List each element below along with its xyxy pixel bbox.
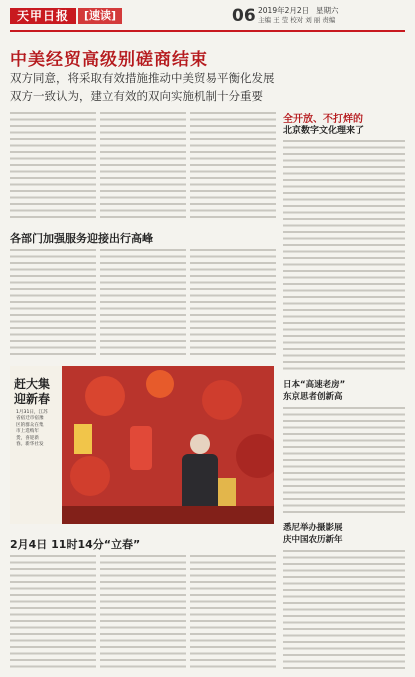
right-article1-title-line1: 日本“高速老房” [283, 380, 346, 390]
weekday: 星期六 [316, 6, 339, 15]
right-article2-title-line1: 悉尼举办摄影展 [283, 523, 343, 533]
photo-caption: 1月31日，江苏省宿迁市宿豫区的群众在集市上选购年货，喜迎新春。新华社发 [16, 410, 48, 448]
article2-body-col1 [10, 247, 96, 359]
photo-feature-title-line2: 迎新春 [14, 392, 51, 406]
article3-body-col1 [10, 553, 96, 671]
editor-credits: 主编 王 莹 校对 刘 丽 责编 [258, 16, 336, 24]
side-article-subtitle: 北京数字文化理来了 [283, 126, 365, 136]
article2-headline: 各部门加强服务迎接出行高峰 [10, 232, 153, 245]
main-article-body-col2 [100, 110, 186, 222]
article3-body-col3 [190, 553, 276, 671]
photo-feature-title-line1: 赶大集 [14, 377, 51, 391]
right-article2-title-line2: 庆中国农历新年 [283, 535, 343, 545]
main-subheadline-1: 双方同意，将采取有效措施推动中美贸易平衡化发展 [10, 71, 275, 85]
header-rule [10, 30, 405, 32]
article3-headline: 2月4日 11时14分“立春” [10, 538, 141, 551]
article3-body-col2 [100, 553, 186, 671]
right-article1-body [283, 405, 405, 513]
section-tag: [速读] [78, 8, 122, 24]
right-article2-body [283, 548, 405, 670]
main-subheadline-2: 双方一致认为，建立有效的双向实施机制十分重要 [10, 89, 263, 103]
main-headline: 中美经贸高级别磋商结束 [10, 50, 208, 70]
main-article-body-col1 [10, 110, 96, 222]
issue-date: 2019年2月2日 [258, 6, 310, 15]
right-article1-title-line2: 东京思者创新高 [283, 392, 343, 402]
main-article-body-col3 [190, 110, 276, 222]
side-article-title: 全开放、不打烊的 [283, 114, 363, 125]
newspaper-logo: 天甲日报 [10, 8, 76, 24]
photo-feature-title [14, 377, 50, 407]
article2-body-col2 [100, 247, 186, 359]
article2-body-col3 [190, 247, 276, 359]
page-number: 06 [232, 6, 256, 26]
side-article-body [283, 138, 405, 370]
